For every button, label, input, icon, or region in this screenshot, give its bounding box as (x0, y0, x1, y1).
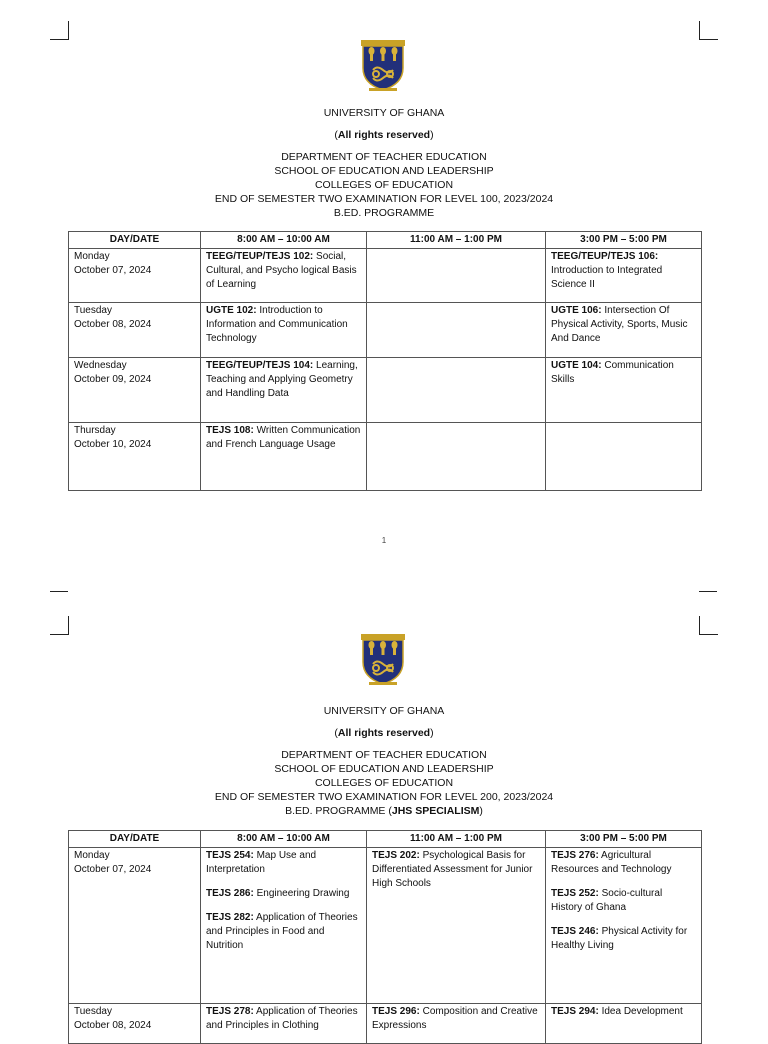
table-row (69, 249, 702, 303)
department-name: DEPARTMENT OF TEACHER EDUCATION (281, 749, 487, 761)
course-cell: TEJS 294: Idea Development (546, 1004, 702, 1044)
course-cell (201, 848, 367, 1004)
course-entry: TEJS 252: Socio-cultural History of Ghana (551, 888, 663, 913)
course-cell: UGTE 104: Communication Skills (546, 358, 702, 423)
programme-name: B.ED. PROGRAMME (JHS SPECIALISM) (285, 805, 483, 817)
empty-cell (367, 423, 546, 491)
day-date-cell: Monday October 07, 2024 (69, 249, 201, 303)
exam-page-2 (0, 580, 768, 1031)
empty-cell (546, 423, 702, 491)
colleges-name: COLLEGES OF EDUCATION (314, 777, 454, 789)
day-date-cell: Wednesday October 09, 2024 (69, 358, 201, 423)
column-header: 8:00 AM – 10:00 AM (201, 232, 367, 249)
crop-mark-top-right (699, 616, 718, 635)
exam-heading (0, 106, 768, 220)
table-row (69, 848, 702, 1004)
column-header: DAY/DATE (69, 831, 201, 848)
empty-cell (367, 358, 546, 423)
course-cell: TEEG/TEUP/TEJS 106: Introduction to Integrated Science II (546, 249, 702, 303)
exam-heading (0, 704, 768, 818)
course-cell: TEEG/TEUP/TEJS 102: Social, Cultural, and Psycho logical Basis of Learning (201, 249, 367, 303)
course-cell: UGTE 106: Intersection Of Physical Activity, Sports, Music And Dance (546, 303, 702, 358)
day-date-cell: Tuesday October 08, 2024 (69, 1004, 201, 1044)
course-entry: TEJS 276: Agricultural Resources and Technology (551, 850, 672, 875)
department-name: DEPARTMENT OF TEACHER EDUCATION (281, 151, 487, 163)
exam-title: END OF SEMESTER TWO EXAMINATION FOR LEVEL 100, 2023/2024 (214, 193, 554, 205)
column-header: 8:00 AM – 10:00 AM (201, 831, 367, 848)
course-entry: TEJS 282: Application of Theories and Principles in Food and Nutrition (206, 912, 358, 951)
column-header: 3:00 PM – 5:00 PM (546, 831, 702, 848)
column-header: 11:00 AM – 1:00 PM (367, 232, 546, 249)
crop-mark-top-left (50, 21, 69, 40)
course-cell (546, 848, 702, 1004)
university-crest-logo (359, 38, 407, 92)
day-date-cell: Thursday October 10, 2024 (69, 423, 201, 491)
crop-mark-top-left (50, 616, 69, 635)
university-crest-logo (359, 632, 407, 686)
empty-cell (367, 249, 546, 303)
school-name: SCHOOL OF EDUCATION AND LEADERSHIP (274, 165, 494, 177)
course-entry: TEJS 254: Map Use and Interpretation (206, 850, 317, 875)
crop-mark-top-right (699, 21, 718, 40)
timetable-level-200 (68, 830, 702, 1044)
empty-cell (367, 303, 546, 358)
course-cell: TEJS 278: Application of Theories and Principles in Clothing (201, 1004, 367, 1044)
day-date-cell: Tuesday October 08, 2024 (69, 303, 201, 358)
school-name: SCHOOL OF EDUCATION AND LEADERSHIP (274, 763, 494, 775)
course-cell: UGTE 102: Introduction to Information and Communication Technology (201, 303, 367, 358)
university-name: UNIVERSITY OF GHANA (323, 705, 445, 717)
rights-notice: (All rights reserved) (334, 727, 434, 739)
course-cell (367, 848, 546, 1004)
column-header: 3:00 PM – 5:00 PM (546, 232, 702, 249)
table-row (69, 423, 702, 491)
column-header: DAY/DATE (69, 232, 201, 249)
course-cell: TEJS 108: Written Communication and French Language Usage (201, 423, 367, 491)
table-header-row (69, 831, 702, 848)
table-row (69, 303, 702, 358)
colleges-name: COLLEGES OF EDUCATION (314, 179, 454, 191)
timetable-level-100 (68, 231, 702, 491)
table-header-row (69, 232, 702, 249)
rights-notice: (All rights reserved) (334, 129, 434, 141)
university-name: UNIVERSITY OF GHANA (323, 107, 445, 119)
column-header: 11:00 AM – 1:00 PM (367, 831, 546, 848)
exam-title: END OF SEMESTER TWO EXAMINATION FOR LEVEL 200, 2023/2024 (214, 791, 554, 803)
day-date-cell: Monday October 07, 2024 (69, 848, 201, 1004)
page-number: 1 (381, 536, 387, 545)
table-row (69, 358, 702, 423)
programme-name: B.ED. PROGRAMME (333, 207, 435, 219)
course-entry: TEJS 246: Physical Activity for Healthy Living (551, 926, 688, 951)
course-entry: TEJS 286: Engineering Drawing (206, 888, 350, 899)
course-cell: TEEG/TEUP/TEJS 104: Learning, Teaching and Applying Geometry and Handling Data (201, 358, 367, 423)
course-entry: TEJS 202: Psychological Basis for Differentiated Assessment for Junior High Schools (372, 850, 533, 889)
course-cell: TEJS 296: Composition and Creative Expressions (367, 1004, 546, 1044)
